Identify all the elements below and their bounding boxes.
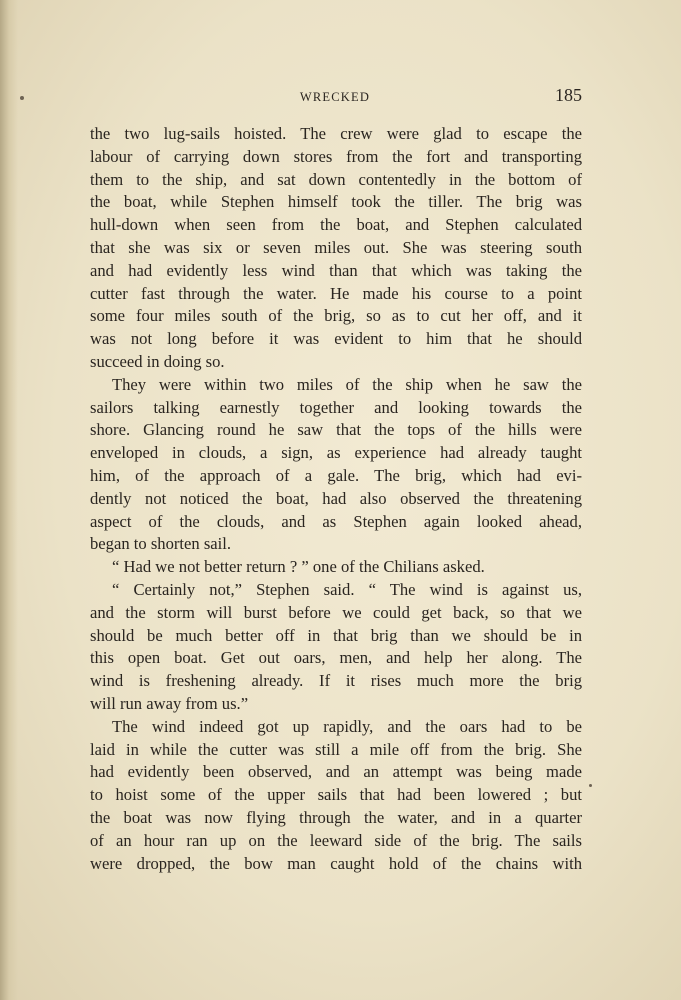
text-line: shore. Glancing round he saw that the tops of the hills were — [90, 420, 582, 440]
text-line: will run away from us.” — [90, 693, 249, 713]
text-line: him, of the approach of a gale. The brig, which had evi- — [90, 465, 582, 485]
page-number: 185 — [555, 85, 582, 105]
page-header — [88, 85, 582, 110]
ink-speck — [589, 784, 592, 787]
text-line: labour of carrying down stores from the fort and transporting — [90, 146, 582, 166]
text-line: The wind indeed got up rapidly, and the oars had to be — [112, 716, 582, 736]
text-line: to hoist some of the upper sails that had been lowered ; but — [90, 785, 582, 805]
text-line: was not long before it was evident to him that he should — [90, 329, 582, 349]
text-line: cutter fast through the water. He made his course to a point — [90, 283, 582, 303]
text-line: should be much better off in that brig than we should be in — [90, 625, 582, 645]
text-line: the boat, while Stephen himself took the tiller. The brig was — [90, 192, 582, 212]
text-line: “ Certainly not,” Stephen said. “ The wind is against us, — [112, 579, 582, 599]
text-line: succeed in doing so. — [90, 351, 225, 371]
text-line: enveloped in clouds, a sign, as experience had already taught — [90, 443, 582, 463]
text-line: and had evidently less wind than that which was taking the — [90, 260, 582, 280]
text-line: laid in while the cutter was still a mile off from the brig. She — [90, 739, 582, 759]
text-line: dently not noticed the boat, had also observed the threatening — [90, 488, 582, 508]
text-line: sailors talking earnestly together and looking towards the — [90, 397, 582, 417]
page-binding-shadow — [0, 0, 18, 1000]
text-line: were dropped, the bow man caught hold of the chains with — [90, 853, 582, 873]
text-line: of an hour ran up on the leeward side of the brig. The sails — [90, 830, 582, 850]
text-line: hull-down when seen from the boat, and Stephen calculated — [90, 215, 582, 235]
text-line: this open boat. Get out oars, men, and help her along. The — [90, 648, 582, 668]
running-head: WRECKED — [299, 90, 371, 104]
text-line: They were within two miles of the ship when he saw the — [112, 374, 582, 394]
text-line: had evidently been observed, and an attempt was being made — [90, 762, 582, 782]
text-line: some four miles south of the brig, so as to cut her off, and it — [90, 306, 582, 326]
text-line: aspect of the clouds, and as Stephen again looked ahead, — [90, 511, 582, 531]
text-line: and the storm will burst before we could get back, so that we — [90, 602, 582, 622]
body-text — [90, 123, 582, 875]
text-line: the boat was now flying through the water, and in a quarter — [90, 807, 582, 827]
ink-speck — [20, 96, 24, 100]
text-line: began to shorten sail. — [90, 534, 232, 554]
text-line: them to the ship, and sat down contentedly in the bottom of — [90, 169, 582, 189]
text-line: wind is freshening already. If it rises much more the brig — [90, 671, 582, 691]
text-line: “ Had we not better return ? ” one of the Chilians asked. — [112, 557, 485, 577]
text-line: the two lug-sails hoisted. The crew were glad to escape the — [90, 124, 582, 143]
text-line: that she was six or seven miles out. She was steering south — [90, 237, 582, 257]
